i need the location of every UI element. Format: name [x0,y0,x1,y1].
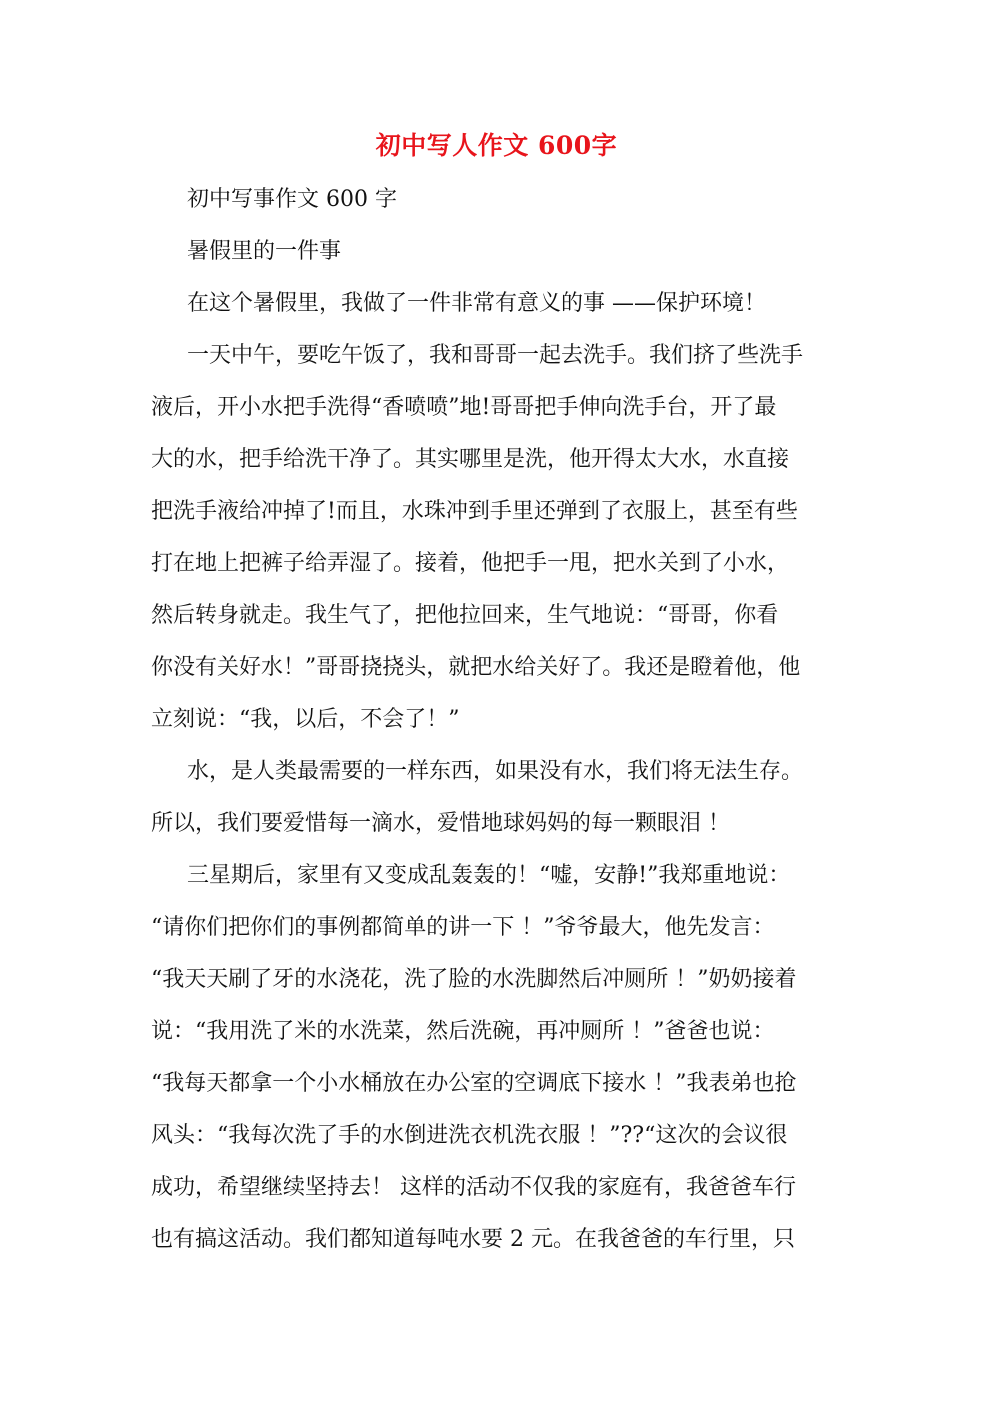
text-line: 大的水，把手给洗干净了。其实哪里是洗，他开得太大水，水直接 [151,447,790,472]
text-line: 成功，希望继续坚持去！ 这样的活动不仅我的家庭有，我爸爸车行 [151,1175,796,1200]
text-line: 你没有关好水！”哥哥挠挠头，就把水给关好了。我还是瞪着他，他 [151,655,801,680]
text-line: 在这个暑假里，我做了一件非常有意义的事 ——保护环境！ [187,291,766,316]
text-line: 立刻说：“我，以后，不会了！” [151,707,460,732]
text-line: 液后，开小水把手洗得“香喷喷”地!哥哥把手伸向洗手台，开了最 [151,395,777,420]
text-line: “请你们把你们的事例都简单的讲一下 ！”爷爷最大，他先发言： [151,915,775,940]
document-title: 初中写人作文 600字 [375,131,618,160]
text-line: 说：“我用洗了米的水洗菜，然后洗碗，再冲厕所 ！”爸爸也说： [151,1019,775,1044]
text-line: 风头：“我每次洗了手的水倒进洗衣机洗衣服 ！”??“这次的会议很 [151,1123,788,1148]
text-line: 然后转身就走。我生气了，把他拉回来，生气地说：“哥哥，你看 [151,603,779,628]
text-line: 也有搞这活动。我们都知道每吨水要 2 元。在我爸爸的车行里，只 [151,1227,795,1252]
text-line: 三星期后，家里有又变成乱轰轰的！“嘘，安静!”我郑重地说： [187,863,791,888]
text-line: 暑假里的一件事 [187,239,342,264]
text-line: 初中写事作文 600 字 [187,187,397,212]
text-line: 一天中午，要吃午饭了，我和哥哥一起去洗手。我们挤了些洗手 [187,343,804,368]
text-line: 把洗手液给冲掉了!而且，水珠冲到手里还弹到了衣服上，甚至有些 [151,499,798,524]
text-line: 水，是人类最需要的一样东西，如果没有水，我们将无法生存。 [187,759,804,784]
text-line: 打在地上把裤子给弄湿了。接着，他把手一甩，把水关到了小水， [151,551,790,576]
text-line: 所以，我们要爱惜每一滴水，爱惜地球妈妈的每一颗眼泪 ！ [151,811,730,836]
text-line: “我天天刷了牙的水浇花，洗了脸的水洗脚然后冲厕所 ！”奶奶接着 [151,967,797,992]
text-line: “我每天都拿一个小水桶放在办公室的空调底下接水 ！”我表弟也抢 [151,1071,797,1096]
document-body [151,180,839,1272]
